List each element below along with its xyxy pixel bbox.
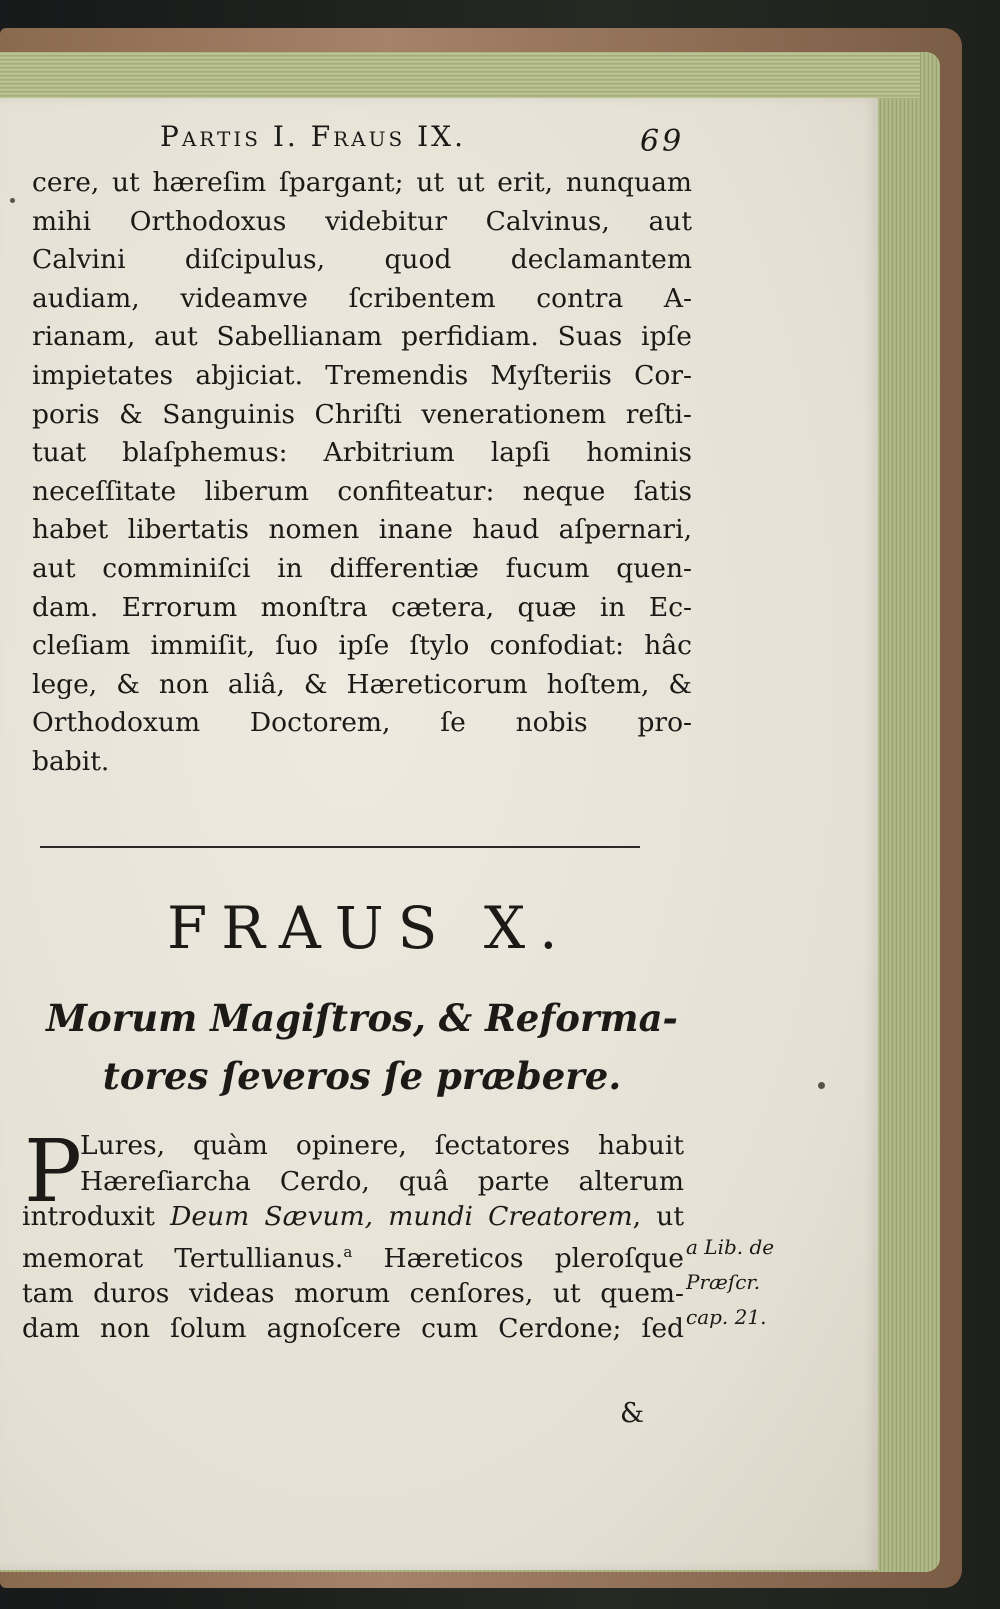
margin-note-line: Præſcr. — [686, 1270, 761, 1294]
text-line: Calvini diſcipulus, quod declamantem — [32, 244, 692, 276]
drop-cap: P — [24, 1122, 82, 1222]
text-line: rianam, aut Sabellianam perfidiam. Suas ipſe — [32, 321, 692, 353]
text-line: dam. Errorum monſtra cætera, quæ in Ec- — [32, 591, 692, 623]
text-fragment: introduxit — [22, 1201, 171, 1232]
text-line: audiam, videamve ſcribentem contra A- — [32, 282, 692, 314]
text-line: babit. — [32, 745, 110, 777]
section-subtitle — [32, 989, 692, 1105]
text-line: cleſiam immiſit, ſuo ipſe ſtylo confodiat: hâc — [32, 630, 692, 662]
page-content — [22, 116, 775, 1429]
margin-note — [686, 1230, 806, 1335]
text-line: impietates abjiciat. Tremendis Myſteriis Cor- — [32, 359, 692, 391]
text-line: Orthodoxum Doctorem, ſe nobis pro- — [32, 707, 692, 739]
ink-spot — [818, 1082, 825, 1089]
text-line — [22, 1199, 684, 1235]
page-edges-top — [0, 52, 920, 98]
text-line — [22, 1235, 684, 1276]
ink-spot — [10, 198, 15, 203]
text-line: mihi Orthodoxus videbitur Calvinus, aut — [32, 205, 692, 237]
book-page — [0, 98, 878, 1570]
catchword: & — [620, 1398, 645, 1429]
text-fragment: Hæreticos pleroſque — [352, 1242, 684, 1274]
italic-text: Deum Sævum, mundi Creatorem — [170, 1201, 633, 1232]
page-number: 69 — [640, 124, 685, 159]
paragraph-2 — [22, 1122, 684, 1347]
footnote-marker: a — [343, 1242, 353, 1261]
paragraph-1 — [32, 164, 692, 782]
subtitle-line: tores ſeveros ſe præbere. — [102, 1054, 622, 1098]
margin-note-line: a Lib. de — [686, 1235, 775, 1259]
text-line: aut comminiſci in differentiæ fucum quen- — [32, 552, 692, 584]
text-line: Lures, quàm opinere, ſectatores habuit — [80, 1130, 684, 1161]
text-line: dam non ſolum agnoſcere cum Cerdone; ſed — [22, 1313, 684, 1345]
section-heading: FRAUS X. — [167, 894, 572, 962]
text-fragment: , ut — [632, 1201, 684, 1232]
running-head — [32, 116, 692, 164]
text-line: lege, & non aliâ, & Hæreticorum hoſtem, & — [32, 668, 692, 700]
section-divider — [40, 846, 640, 848]
margin-note-line: cap. 21. — [686, 1305, 767, 1329]
text-line: tam duros videas morum cenſores, ut quem- — [22, 1277, 684, 1309]
text-line: Hæreſiarcha Cerdo, quâ parte alterum — [80, 1165, 684, 1197]
running-head-title: Partis I. Fraus IX. — [160, 120, 466, 153]
text-fragment: memorat Tertullianus. — [22, 1242, 344, 1274]
text-line: habet libertatis nomen inane haud aſpernari, — [32, 514, 692, 546]
text-line: cere, ut hæreſim ſpargant; ut ut erit, nunquam — [32, 167, 692, 198]
subtitle-line: Morum Magiſtros, & Reforma- — [46, 996, 678, 1040]
text-line: tuat blaſphemus: Arbitrium lapſi hominis — [32, 437, 692, 469]
text-line: poris & Sanguinis Chriſti venerationem reſti- — [32, 398, 692, 430]
text-line: neceſſitate liberum confiteatur: neque ſatis — [32, 475, 692, 507]
